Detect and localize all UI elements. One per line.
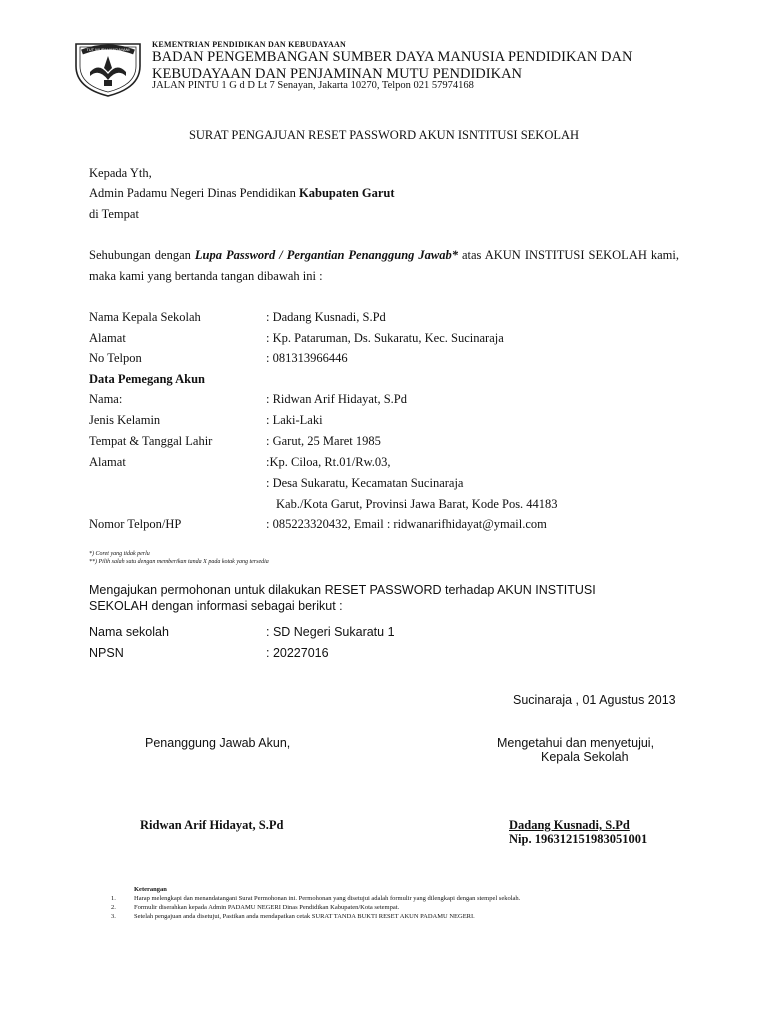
tut-wuri-handayani-logo: [72, 38, 144, 98]
note-text: Harap melengkapi dan menandatangani Surat Permohonan ini. Permohonan yang disetujui adalah formulir yang dilengkapi dengan stempel sekolah.: [134, 895, 521, 902]
field-value: : Dadang Kusnadi, S.Pd: [266, 310, 386, 324]
agency-line-1: BADAN PENGEMBANGAN SUMBER DAYA MANUSIA PENDIDIKAN DAN: [152, 49, 633, 65]
notes-heading: Keterangan: [134, 886, 167, 893]
field-value: : SD Negeri Sukaratu 1: [266, 625, 395, 639]
field-value: : Kp. Pataruman, Ds. Sukaratu, Kec. Sucinaraja: [266, 331, 504, 345]
field-value: :Kp. Ciloa, Rt.01/Rw.03,: [266, 455, 391, 469]
field-label: NPSN: [89, 646, 124, 660]
note-number: 3.: [111, 913, 116, 920]
agency-name: [152, 49, 632, 83]
field-value: : 085223320432, Email : ridwanarifhidayat@ymail.com: [266, 517, 547, 531]
field-label: Alamat: [89, 331, 126, 345]
note-text: Formulir diserahkan kepada Admin PADAMU NEGERI Dinas Pendidikan Kabupaten/Kota setempat.: [134, 904, 400, 911]
field-label: Nomor Telpon/HP: [89, 517, 182, 531]
recipient-line: Admin Padamu Negeri Dinas Pendidikan Kabupaten Garut: [89, 186, 395, 200]
recipient-place: di Tempat: [89, 207, 139, 221]
field-label: Jenis Kelamin: [89, 413, 161, 427]
field-value: : 20227016: [266, 646, 329, 660]
footnote: **) Pilih salah satu dengan memberikan tanda X pada kotak yang tersedia: [89, 559, 269, 565]
field-label: Nama sekolah: [89, 625, 169, 639]
letter-title: SURAT PENGAJUAN RESET PASSWORD AKUN ISNTITUSI SEKOLAH: [188, 128, 580, 142]
left-signatory-name: Ridwan Arif Hidayat, S.Pd: [140, 818, 284, 832]
field-label: No Telpon: [89, 351, 142, 365]
note-number: 1.: [111, 895, 116, 902]
agency-line-2: KEBUDAYAAN DAN PENJAMINAN MUTU PENDIDIKAN: [152, 66, 523, 82]
agency-address: JALAN PINTU 1 G d D Lt 7 Senayan, Jakarta 10270, Telpon 021 57974168: [152, 80, 474, 91]
field-label: Alamat: [89, 455, 126, 469]
place-date: Sucinaraja , 01 Agustus 2013: [513, 693, 676, 707]
right-signatory-nip: Nip. 196312151983051001: [509, 832, 648, 846]
right-signature-title: Mengetahui dan menyetujui,: [497, 736, 655, 750]
footnote: *) Coret yang tidak perlu: [89, 551, 150, 557]
field-label: Nama Kepala Sekolah: [89, 310, 201, 324]
field-value: : Ridwan Arif Hidayat, S.Pd: [266, 392, 407, 406]
note-number: 2.: [111, 904, 116, 911]
field-label: Tempat & Tanggal Lahir: [89, 434, 213, 448]
field-value: : Garut, 25 Maret 1985: [266, 434, 381, 448]
address-continuation: : Desa Sukaratu, Kecamatan Sucinaraja: [266, 476, 464, 490]
left-signature-title: Penanggung Jawab Akun,: [145, 736, 291, 750]
field-value: : Laki-Laki: [266, 413, 323, 427]
right-signature-role: Kepala Sekolah: [541, 750, 629, 764]
address-continuation: Kab./Kota Garut, Provinsi Jawa Barat, Kode Pos. 44183: [276, 497, 558, 511]
field-value: : 081313966446: [266, 351, 348, 365]
svg-text:TUT WURI HANDAYANI: TUT WURI HANDAYANI: [86, 47, 130, 52]
intro-paragraph: Sehubungan dengan Lupa Password / Pergantian Penanggung Jawab* atas AKUN INSTITUSI SEKOLAH kami, maka kami yang bertanda tangan dibawah ini :: [89, 248, 679, 283]
recipient-greeting: Kepada Yth,: [89, 166, 152, 180]
note-text: Setelah pengajuan anda disetujui, Pastikan anda mendapatkan cetak SURAT TANDA BUKTI RESET AKUN PADAMU NEGERI.: [134, 913, 475, 920]
field-label: Nama:: [89, 392, 123, 406]
holder-heading: Data Pemegang Akun: [89, 372, 205, 386]
right-signatory-name: Dadang Kusnadi, S.Pd: [509, 818, 630, 832]
ministry-name: KEMENTRIAN PENDIDIKAN DAN KEBUDAYAAN: [152, 40, 346, 49]
request-paragraph: Mengajukan permohonan untuk dilakukan RESET PASSWORD terhadap AKUN INSTITUSI SEKOLAH dengan informasi sebagai berikut :: [89, 583, 596, 613]
